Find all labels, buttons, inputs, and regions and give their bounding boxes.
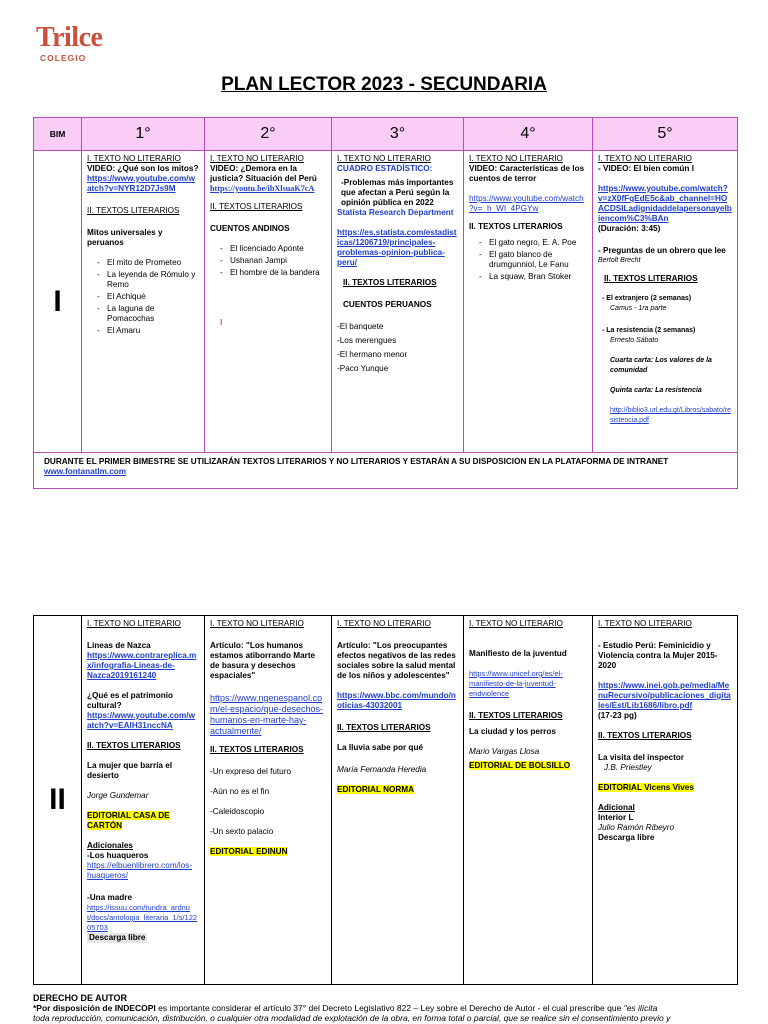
logo [36, 24, 102, 63]
book-list [220, 244, 326, 278]
book-list [97, 258, 199, 336]
intranet-link[interactable]: www.fontanatlm.com [44, 467, 127, 476]
article-link[interactable]: https://www.bbc.com/mundo/noticias-43032001 [337, 691, 456, 710]
section-heading: I. TEXTO NO LITERARIO [87, 154, 181, 163]
footer-heading: DERECHO DE AUTOR [33, 993, 128, 1003]
additional-heading: Adicionales [87, 841, 133, 850]
book-title: La mujer que barría el desierto [87, 761, 173, 780]
list-item: - El Amaru [97, 326, 199, 336]
list-item: - La laguna de Pomacochas [97, 304, 199, 324]
bim1-grade4-cell [464, 151, 593, 453]
list-item: - El licenciado Aponte [220, 244, 326, 254]
additional-title: -Los huaqueros [87, 851, 149, 860]
section-heading: II. TEXTOS LITERARIOS [87, 741, 181, 750]
section-heading: I. TEXTO NO LITERARIO [469, 619, 563, 628]
footer-quote: "es ilícita [623, 1003, 658, 1013]
section-heading: II. TEXTOS LITERARIOS [604, 274, 698, 283]
book-title: - La resistencia (2 semanas) [602, 327, 696, 334]
publisher-badge: EDITORIAL EDINUN [210, 847, 288, 856]
book-title: La visita del inspector [598, 753, 684, 762]
publisher-badge: EDITORIAL CASA DE CARTÓN [87, 811, 170, 830]
article-title: Artículo: "Los humanos estamos atiborrando Marte de basura y desechos espaciales" [210, 641, 316, 680]
video-link[interactable]: https://www.youtube.com/watch?v=zX0fFqEdE5c&ab_channel=HOACDSILadignidaddelapersonayelbiencom%C3%BAn [598, 184, 732, 223]
author: Bertolt Brecht [598, 257, 641, 264]
statista-link[interactable]: https://es.statista.com/estadisticas/1206719/principales-problemas-opinion-publica-peru/ [337, 228, 457, 267]
list-item: - El hombre de la bandera [220, 268, 326, 278]
video-title: VIDEO: Características de los cuentos de terror [469, 164, 585, 183]
page-title: PLAN LECTOR 2023 - SECUNDARIA [221, 74, 547, 95]
section-heading: I. TEXTO NO LITERARIO [87, 619, 181, 628]
free-download: Descarga libre [598, 833, 655, 842]
footer-line-2: toda reproducción, comunicación, distribución, o cualquier otra modalidad de explotación de la obra, en forma total o parcial, que se realice sin el consentimiento previo y [33, 1013, 671, 1023]
bim2-grade4-cell [464, 616, 593, 985]
section-heading: I. TEXTO NO LITERARIO [210, 154, 304, 163]
header-grade-5: 5° [593, 118, 738, 151]
story-item: -Un expreso del futuro [210, 767, 292, 776]
free-download: Descarga libre [89, 933, 146, 942]
book-title: La ciudad y los perros [469, 727, 556, 736]
bimester-1-table [33, 117, 738, 489]
publisher-badge: EDITORIAL Vicens Vives [598, 783, 694, 792]
header-grade-4: 4° [464, 118, 593, 151]
bim1-grade3-cell [332, 151, 464, 453]
story-item: -Un sexto palacio [210, 827, 274, 836]
video-title: VIDEO: ¿Demora en la justicia? Situación del Perú [210, 164, 317, 183]
section-heading: I. TEXTO NO LITERARIO [598, 619, 692, 628]
author: Mario Vargas Llosa [469, 747, 540, 756]
section-heading: II. TEXTOS LITERARIOS [469, 222, 563, 231]
source-name: Statista Research Department [337, 208, 454, 217]
footer-body: es importante considerar el artículo 37° del Decreto Legislativo 822 – Ley sobre el Derecho de Autor - el cual prescribe que [155, 1003, 624, 1013]
video-link[interactable]: https://www.youtube.com/watch?v=_h_WI_4PGYw [469, 194, 584, 213]
letter-title: Quinta carta: La resistencia [610, 387, 702, 394]
stray-mark: I [220, 318, 223, 327]
article-link[interactable]: https://www.unicef.org/es/el-manifiesto-de-la-juventud-endviolence [469, 669, 563, 698]
bim2-grade2-cell [205, 616, 332, 985]
article-link[interactable]: https://www.ngenespanol.com/el-espacio/que-desechos-humanos-en-marte-hay-actualmente/ [210, 693, 324, 736]
additional-title: -Una madre [87, 893, 133, 902]
list-heading: CUENTOS PERUANOS [343, 300, 432, 309]
bim2-grade5-cell [593, 616, 738, 985]
section-heading: I. TEXTO NO LITERARIO [469, 154, 563, 163]
publisher-badge: EDITORIAL DE BOLSILLO [469, 761, 571, 770]
header-grade-1: 1° [82, 118, 205, 151]
bim-numeral-1: I [34, 151, 82, 453]
story-item: -Caleidoscopio [210, 807, 265, 816]
story-item: -El hermano menor [337, 350, 408, 359]
bim2-grade3-cell [332, 616, 464, 985]
section-heading: I. TEXTO NO LITERARIO [337, 154, 431, 163]
bimester-2-table [33, 615, 738, 985]
chart-description: -Problemas más importantes que afectan a Perú según la opinión pública en 2022 [341, 178, 454, 207]
list-item: - Ushanan Jampi [220, 256, 326, 266]
list-item: - El gato negro, E. A. Poe [479, 238, 587, 248]
video-title: - VIDEO: El bien común I [598, 164, 694, 173]
section-heading: I. TEXTO NO LITERARIO [337, 619, 431, 628]
video-link[interactable]: https://www.youtube.com/watch?v=EAlH31nccNA [87, 711, 195, 730]
topic-title: ¿Qué es el patrimonio cultural? [87, 691, 173, 710]
video-title: VIDEO: ¿Qué son los mitos? [87, 164, 199, 173]
topic-title: - Estudio Perú: Feminicidio y Violencia contra la Mujer 2015-2020 [598, 641, 718, 670]
header-grade-3: 3° [332, 118, 464, 151]
list-item: - La leyenda de Rómulo y Remo [97, 270, 199, 290]
video-link[interactable]: https://youtu.be/ibXlsuaK7cA [210, 184, 315, 193]
pdf-link[interactable]: http://biblio3.url.edu.gt/Libros/sabato/resistencia.pdf [610, 407, 732, 424]
list-item: - La squaw, Bran Stoker [479, 272, 587, 282]
book-title: - El extranjero (2 semanas) [602, 295, 692, 302]
list-heading: CUENTOS ANDINOS [210, 224, 290, 233]
poem-title: - Preguntas de un obrero que lee [598, 246, 726, 255]
section-heading: II. TEXTOS LITERARIOS [210, 745, 304, 754]
bim1-grade1-cell [82, 151, 205, 453]
bim1-note [34, 453, 738, 489]
additional-heading: Adicional [598, 803, 635, 812]
author: Julio Ramón Ribeyro [598, 823, 674, 832]
section-heading: II. TEXTOS LITERARIOS [337, 723, 431, 732]
duration: (Duración: 3:45) [598, 224, 661, 233]
section-heading: I. TEXTO NO LITERARIO [210, 619, 304, 628]
book-note: Camus - 1ra parte [610, 305, 667, 312]
header-bim: BIM [34, 118, 82, 151]
chart-heading: CUADRO ESTADÍSTICO: [337, 164, 433, 173]
footer-line-1 [33, 1003, 737, 1013]
footer-lead: *Por disposición de INDECOPI [33, 1003, 156, 1013]
bim1-grade2-cell [205, 151, 332, 453]
book-list [479, 238, 587, 282]
list-item: - El mito de Prometeo [97, 258, 199, 268]
author: Jorge Gundemar [87, 791, 149, 800]
header-grade-2: 2° [205, 118, 332, 151]
page-range: (17-23 pg) [598, 711, 637, 720]
article-link[interactable]: https://www.contrareplica.mx/infografia-Lineas-de-Nazca2019161240 [87, 651, 197, 680]
author: Ernesto Sábato [610, 337, 659, 344]
topic-title: Líneas de Nazca [87, 641, 151, 650]
video-link[interactable]: https://www.youtube.com/watch?v=NYR12D7Js9M [87, 174, 195, 193]
author: María Fernanda Heredia [337, 765, 427, 774]
list-heading: Mitos universales y peruanos [87, 228, 163, 247]
additional-title: Interior L [598, 813, 634, 822]
bim2-grade1-cell [82, 616, 205, 985]
article-title: Artículo: "Los preocupantes efectos negativos de las redes sociales sobre la salud mental de los niños y adolescentes" [337, 641, 456, 680]
story-item: -Aún no es el fin [210, 787, 270, 796]
publisher-badge: EDITORIAL NORMA [337, 785, 415, 794]
story-item: -El banquete [337, 322, 384, 331]
section-heading: I. TEXTO NO LITERARIO [598, 154, 692, 163]
logo-brand: Trilce [36, 22, 103, 53]
section-heading: II. TEXTOS LITERARIOS [210, 202, 303, 211]
bim-numeral-2: II [34, 616, 82, 985]
bim1-grade5-cell [593, 151, 738, 453]
story-item: -Paco Yunque [337, 364, 389, 373]
logo-sub: COLEGIO [40, 53, 87, 63]
book-link[interactable]: https://issuu.com/tundra_ardnu t/docs/antologia_literaria_1/s/12205703 [87, 903, 198, 932]
section-heading: II. TEXTOS LITERARIOS [343, 278, 437, 287]
pdf-link[interactable]: https://www.inei.gob.pe/media/MenuRecursivo/publicaciones_digitales/Est/Lib1686/libro.pdf [598, 681, 731, 710]
letter-title: Cuarta carta: Los valores de la comunidad [610, 357, 712, 374]
copyright-footer [33, 993, 737, 1023]
topic-title: Manifiesto de la juventud [469, 649, 567, 658]
list-item: - El Achiqué [97, 292, 199, 302]
book-link[interactable]: https://elbuenlibrero.com/los-huaqueros/ [87, 861, 193, 880]
book-title: La lluvia sabe por qué [337, 743, 423, 752]
author: J.B. Priestley [604, 763, 652, 772]
section-heading: II. TEXTOS LITERARIOS [598, 731, 692, 740]
story-item: -Los merengues [337, 336, 397, 345]
section-heading: II. TEXTOS LITERARIOS [87, 206, 180, 215]
list-item: - El gato blanco de drumgunniol, Le Fanu [479, 250, 587, 270]
section-heading: II. TEXTOS LITERARIOS [469, 711, 563, 720]
note-text: DURANTE EL PRIMER BIMESTRE SE UTILIZARÁN TEXTOS LITERARIOS Y NO LITERARIOS Y ESTARÁN A SU DISPOSICION EN LA PLATAFORMA DE INTRANET [44, 457, 669, 466]
